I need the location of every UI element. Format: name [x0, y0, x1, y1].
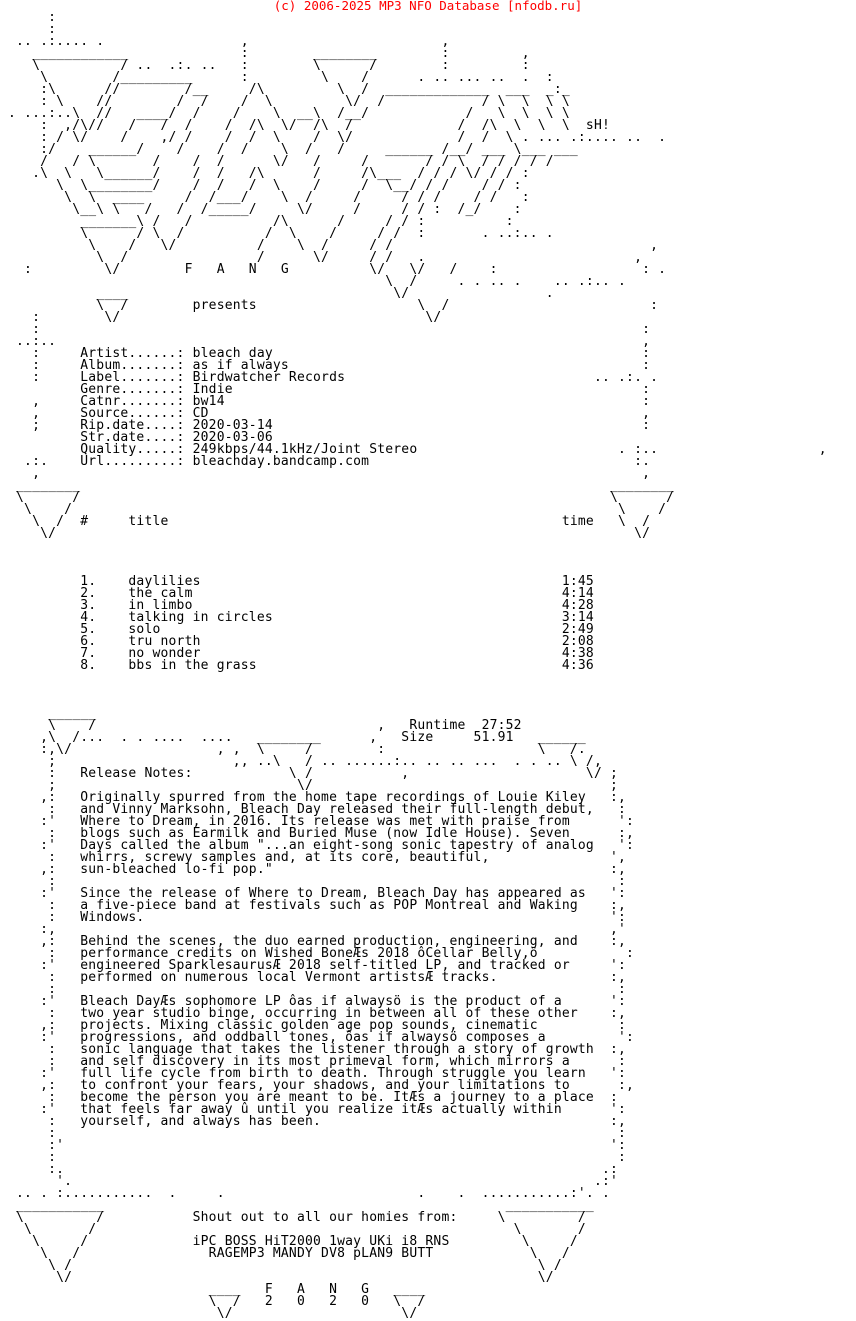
nfo-line: :	[8, 10, 57, 25]
nfo-line: ,: sun-bleached lo-fi pop." :,	[8, 862, 627, 877]
nfo-line: : ,/\// / / / / /\ \/ /\ / / /\ \ \ \ sH!	[8, 118, 610, 133]
nfo-line: :' progressions, and oddball tones, ôas if alwaysö composes a ':	[8, 1030, 635, 1045]
nfo-line: :' Bleach DayÆs sophomore LP ôas if alwaysö is the product of a ':	[8, 994, 627, 1009]
nfo-line: :/ ______/ / / / \ / / ______ /__/ ___ \___ ___	[8, 142, 578, 157]
nfo-line: Quality.....: 249kbps/44.1kHz/Joint Stereo . :.. ,	[8, 442, 827, 457]
nfo-line: : and Vinny Marksohn, Bleach Day released their full-length debut, :	[8, 802, 627, 817]
nfo-line: : Release Notes: \ / , \/ ;	[8, 766, 619, 781]
nfo-line: \ / iPC BOSS HiT2000 1way UKi i8 RNS \ /	[8, 1234, 578, 1249]
nfo-line: \ / .. .:. .. : \ / : :	[8, 58, 530, 73]
nfo-line: ..:.. ,	[8, 334, 651, 349]
nfo-line: : become the person you are meant to be. ItÆs a journey to a place :	[8, 1090, 619, 1105]
nfo-line: 6. tru north 2:08	[8, 634, 594, 649]
nfo-line: : blogs such as Earmilk and Buried Muse (now Idle House). Seven :,	[8, 826, 635, 841]
nfo-line: : \/ \/	[8, 310, 442, 325]
nfo-line: . ...:..\ // ____/ / / \ __\ /__/ / \ \ \ \	[8, 106, 570, 121]
nfo-line: , Catnr.......: bw14 :	[8, 394, 651, 409]
nfo-line: \ \________/ / / / \ / / \__/ / / / / :	[8, 178, 522, 193]
nfo-line: : Album.......: as if always :	[8, 358, 651, 373]
nfo-line: \ / # title time \ /	[8, 514, 651, 529]
nfo-line: : :	[8, 1150, 627, 1165]
nfo-line: ____ F A N G ____	[8, 1282, 426, 1297]
nfo-line: .. . :........... . . . . ...........:'. .	[8, 1186, 610, 1201]
nfo-line: : Label.......: Birdwatcher Records .. .:. .	[8, 370, 659, 385]
nfo-line: : \ // / / / \ \/ / / \ \ \ \	[8, 94, 570, 109]
nfo-database-credit[interactable]: (c) 2006-2025 MP3 NFO Database [nfodb.ru]	[273, 0, 583, 13]
nfo-line: : Artist......: bleach day :	[8, 346, 651, 361]
nfo-line: _______\ / / /\ / / / : :	[8, 214, 514, 229]
nfo-line: , ,	[8, 466, 651, 481]
nfo-line: \ / \ / / \ / / / : . ..:.. .	[8, 226, 554, 241]
nfo-line: , Source......: CD ,	[8, 406, 651, 421]
nfo-ascii-art-document	[8, 10, 856, 1321]
nfo-line: \ / . . .. . .. .:.. .	[8, 274, 627, 289]
nfo-line: 4. talking in circles 3:14	[8, 610, 594, 625]
nfo-line: 2. the calm 4:14	[8, 586, 594, 601]
nfo-line: '. .:'	[8, 1174, 619, 1189]
nfo-line: ____ \/ .	[8, 286, 554, 301]
nfo-line: \ / / \/ / / . ,	[8, 250, 643, 265]
nfo-line: \/ \/	[8, 526, 651, 541]
nfo-line: ; Rip.date....: 2020-03-14 :	[8, 418, 651, 433]
nfo-line: / / \ / / / \/ / / / / \ / / / / /	[8, 154, 554, 169]
nfo-line: 5. solo 2:49	[8, 622, 594, 637]
nfo-line: :. .:	[8, 1162, 619, 1177]
nfo-line: :' Where to Dream, in 2016. Its release was met with praise from ':	[8, 814, 635, 829]
nfo-line: : performance credits on Wished BoneÆs 2018 ôCellar Belly,ö :	[8, 946, 635, 961]
nfo-line: : whirrs, screwy samples and, at its core, beautiful, ',	[8, 850, 627, 865]
nfo-line: : :	[8, 1126, 627, 1141]
nfo-line: \ /_________ : \ / . .. ... .. . :	[8, 70, 554, 85]
nfo-line: ________ ________	[8, 478, 675, 493]
nfo-line: \ \ ____ / /___/ \ / / / / / / / :	[8, 190, 530, 205]
nfo-line: \/ \/	[8, 1306, 418, 1321]
nfo-line: \ / Shout out to all our homies from: \ /	[8, 1210, 586, 1225]
nfo-line: \ / \ /	[8, 502, 667, 517]
nfo-line: : \/ F A N G \/ \/ / : : .	[8, 262, 667, 277]
nfo-line: ,: projects. Mixing classic golden age pop sounds, cinematic :	[8, 1018, 627, 1033]
nfo-line: : a five-piece band at festivals such as POP Montreal and Waking :,	[8, 898, 627, 913]
nfo-line: ; ,, ..\ / .. ......:.. .. .. ... . . .. \ /,	[8, 754, 602, 769]
nfo-line: ,: Originally spurred from the home tape recordings of Louie Kiley :,	[8, 790, 627, 805]
nfo-line: ,\ /... . . .... .... ________ , Size 51.91 ______	[8, 730, 586, 745]
nfo-line: \ / \ /	[8, 1222, 586, 1237]
nfo-line: 8. bbs in the grass 4:36	[8, 658, 594, 673]
nfo-line: .\ \ \______/ / / /\ / /\___ / / / \/ / / :	[8, 166, 530, 181]
nfo-line: ,: to confront your fears, your shadows, and your limitations to :,	[8, 1078, 635, 1093]
nfo-line: : Windows. ':	[8, 910, 627, 925]
nfo-line: \ / \ /	[8, 1258, 562, 1273]
nfo-line: :' engineered SparklesaurusÆ 2018 self-titled LP, and tracked or ':	[8, 958, 627, 973]
nfo-line: : and self discovery in its most primeval form, which mirrors a :	[8, 1054, 627, 1069]
nfo-line: ; \/ ;	[8, 778, 619, 793]
nfo-line: 7. no wonder 4:38	[8, 646, 594, 661]
nfo-line: : :	[8, 322, 651, 337]
nfo-line: .:. Url.........: bleachday.bandcamp.com :.	[8, 454, 651, 469]
nfo-line: ___________ ___________	[8, 1198, 594, 1213]
nfo-line: : / \/ / ,/ / / / \ / \/ / / \ . ... .:.... .. .	[8, 130, 667, 145]
nfo-line: :, ,'	[8, 922, 627, 937]
nfo-line: : two year studio binge, occurring in between all of these other :,	[8, 1006, 627, 1021]
nfo-line: \ / presents \ / :	[8, 298, 659, 313]
nfo-line: \__\ \ / / /_____/ \/ / / / : /_/ :	[8, 202, 522, 217]
nfo-line: :' full life cycle from birth to death. Through struggle you learn ':	[8, 1066, 627, 1081]
nfo-line: :' Days called the album "...an eight-song sonic tapestry of analog ':	[8, 838, 635, 853]
nfo-line: :' that feels far away û until you realize itÆs actually within ':	[8, 1102, 627, 1117]
nfo-line: : yourself, and always has been. :,	[8, 1114, 627, 1129]
nfo-line: \/ \/	[8, 1270, 554, 1285]
nfo-line: \ / \/ / \ / / / ,	[8, 238, 659, 253]
nfo-line: ____________ : ________ : ,	[8, 46, 530, 61]
nfo-line: \ / 2 0 2 0 \ /	[8, 1294, 426, 1309]
nfo-line: : :	[8, 982, 627, 997]
nfo-line: ______	[8, 706, 97, 721]
nfo-line: : sonic language that takes the listener through a story of growth :,	[8, 1042, 627, 1057]
nfo-line: :\ // /__ /\ \ / _____________ ___ _:_	[8, 82, 570, 97]
nfo-line: :' Since the release of Where to Dream, Bleach Day has appeared as ':	[8, 886, 627, 901]
nfo-line: ,: Behind the scenes, the duo earned production, engineering, and :,	[8, 934, 627, 949]
nfo-line: 1. daylilies 1:45	[8, 574, 594, 589]
nfo-line: :	[8, 22, 57, 37]
nfo-line: :' ':	[8, 1138, 627, 1153]
nfo-line: : performed on numerous local Vermont artistsÆ tracks. :,	[8, 970, 627, 985]
nfo-line: Str.date....: 2020-03-06	[8, 430, 273, 445]
nfo-line: Genre.......: Indie :	[8, 382, 651, 397]
nfo-line: \ / RAGEMP3 MANDY DV8 pLAN9 BUTT \ /	[8, 1246, 570, 1261]
nfo-line: \ / \ /	[8, 490, 675, 505]
nfo-line: :,\/ , , \ / : \ /.	[8, 742, 586, 757]
nfo-line: 3. in limbo 4:28	[8, 598, 594, 613]
nfo-line: : :	[8, 874, 627, 889]
nfo-line: \ / , Runtime 27:52	[8, 718, 522, 733]
nfo-line: .. .:.... . , ,	[8, 34, 450, 49]
